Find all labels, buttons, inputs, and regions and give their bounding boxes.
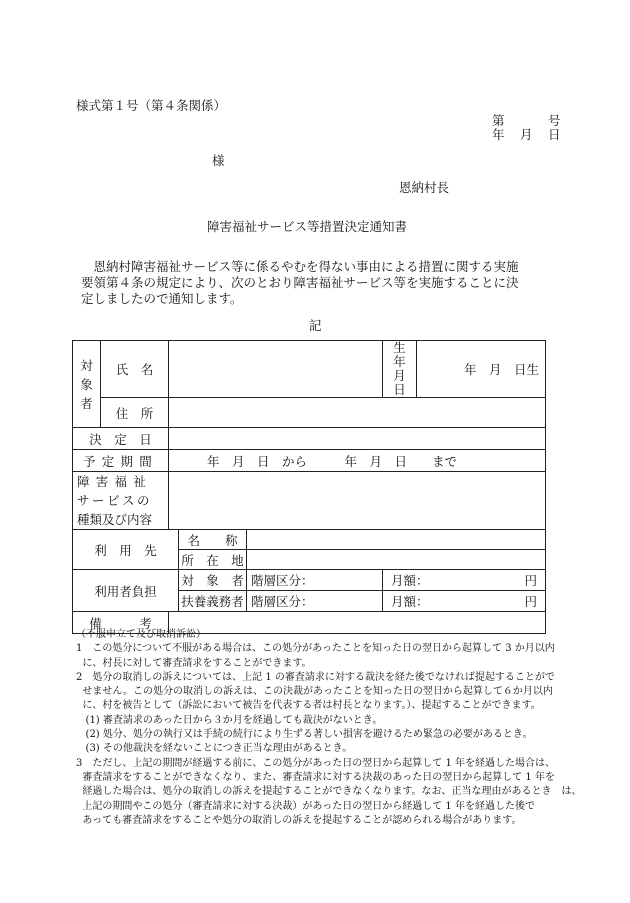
date-day-label: 日	[548, 127, 561, 142]
decision-date-field[interactable]	[169, 428, 546, 450]
address-label: 住 所	[101, 398, 169, 428]
period-label: 予定期間	[73, 450, 169, 472]
burden-subject-label: 対 象 者	[179, 570, 247, 591]
burden-supporter-tier[interactable]: 階層区分：	[247, 591, 383, 612]
date-year-label: 年	[492, 127, 505, 142]
doc-no-label-dai: 第	[492, 113, 505, 128]
name-field[interactable]	[169, 341, 383, 398]
document-title: 障害福祉サービス等措置決定通知書	[207, 219, 408, 234]
name-label: 氏 名	[101, 341, 169, 398]
body-line-3: 定しましたので通知します。	[81, 291, 243, 306]
birthdate-field[interactable]: 年 月 日生	[417, 341, 546, 398]
burden-subject-monthly[interactable]: 月額： 円	[383, 570, 546, 591]
burden-supporter-monthly[interactable]: 月額： 円	[383, 591, 546, 612]
appeal-notes	[76, 628, 582, 828]
details-table	[72, 340, 546, 634]
note-line: 3 ただし、上記の期間が経過する前に、この処分があった日の翌日から起算して 1 年を経過した場合は、	[76, 757, 555, 769]
birthdate-label: 生 年 月 日	[383, 341, 417, 398]
date-month-label: 月	[520, 127, 533, 142]
service-type-label: 障害福祉 サービスの 種類及び内容	[73, 472, 169, 530]
decision-date-label: 決 定 日	[73, 428, 169, 450]
provider-location-label: 所 在 地	[179, 550, 247, 570]
note-line: 1 この処分について不服がある場合は、この処分があったことを知った日の翌日から起算して 3 か月以内	[76, 643, 555, 655]
note-line: あっても審査請求をすることや処分の取消しの訴えを提起することが認められる場合があります。	[76, 814, 522, 826]
issuer-name: 恩納村長	[399, 180, 450, 195]
note-line: 2 処分の取消しの訴えについては、上記 1 の審査請求に対する裁決を経た後でなければ提起することがで	[76, 671, 555, 683]
ki-label: 記	[309, 318, 322, 333]
note-line: (1) 審査請求のあった日から３か月を経過しても裁決がないとき。	[76, 714, 383, 726]
note-line: 上記の期間やこの処分（審査請求に対する決裁）があった日の翌日から経過して 1 年を経過した後で	[76, 800, 535, 812]
notes-heading: （不服申立て及び取消訴訟）	[76, 629, 206, 640]
burden-subject-tier[interactable]: 階層区分：	[247, 570, 383, 591]
service-type-field[interactable]	[169, 472, 546, 530]
note-line: (3) その他裁決を経ないことにつき正当な理由があるとき。	[76, 743, 353, 755]
provider-location-field[interactable]	[247, 550, 546, 570]
doc-no-label-go: 号	[548, 113, 561, 128]
burden-supporter-label: 扶養義務者	[179, 591, 247, 612]
note-line: に、村を被告として（訴訟において被告を代表する者は村長となります。）、提起することができます。	[76, 700, 541, 712]
note-line: 審査請求をすることができなくなり、また、審査請求に対する決裁のあった日の翌日から起算して 1 年を	[76, 771, 555, 783]
subject-vertical-label: 対 象 者	[73, 341, 101, 428]
remarks-label: 備 考	[73, 612, 169, 634]
burden-label: 利用者負担	[73, 570, 179, 612]
form-number: 様式第１号（第４条関係）	[76, 98, 227, 113]
provider-name-field[interactable]	[247, 530, 546, 550]
addressee-suffix: 様	[212, 153, 225, 168]
note-line: 経過した場合は、処分の取消しの訴えを提起することができなくなります。なお、正当な理由があるとき は、	[76, 786, 582, 798]
body-line-2: 要領第４条の規定により、次のとおり障害福祉サービス等を実施することに決	[81, 275, 519, 290]
period-field[interactable]: 年 月 日 から 年 月 日 まで	[169, 450, 546, 472]
address-field[interactable]	[169, 398, 546, 428]
note-line: せません。この処分の取消しの訴えは、この決裁があったことを知った日の翌日から起算して６か月以内	[76, 686, 553, 698]
provider-name-label: 名 称	[179, 530, 247, 550]
note-line: に、村長に対して審査請求をすることができます。	[76, 657, 312, 669]
body-line-1: 恩納村障害福祉サービス等に係るやむを得ない事由による措置に関する実施	[81, 259, 519, 274]
provider-label: 利 用 先	[73, 530, 179, 570]
note-line: (2) 処分、処分の執行又は手続の続行により生ずる著しい損害を避けるため緊急の必要があるとき。	[76, 729, 533, 741]
